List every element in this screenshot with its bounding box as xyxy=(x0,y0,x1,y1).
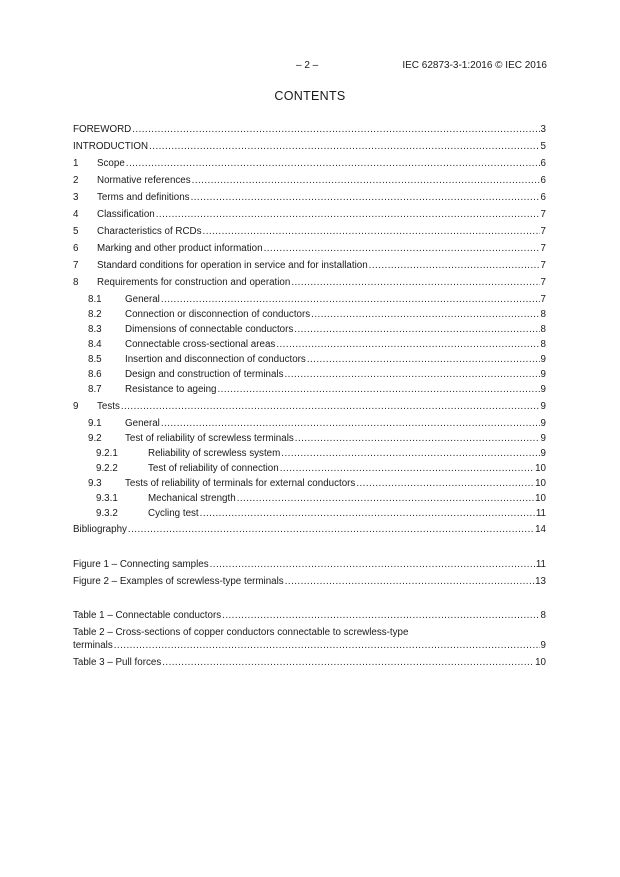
toc-entry-number: 8.5 xyxy=(88,354,102,365)
toc-entry-page: 10 xyxy=(535,478,546,489)
dot-leader xyxy=(200,507,535,520)
standard-reference: IEC 62873-3-1:2016 © IEC 2016 xyxy=(402,60,547,71)
toc-entry-title: Connectable cross-sectional areas xyxy=(125,339,276,350)
toc-entry[interactable] xyxy=(73,477,546,490)
toc-entry-page: 7 xyxy=(540,209,546,220)
dot-leader xyxy=(237,492,534,505)
dot-leader xyxy=(369,259,540,272)
table-entry[interactable] xyxy=(73,639,546,652)
dot-leader xyxy=(149,140,539,153)
toc-entry-number: 4 xyxy=(73,209,79,220)
toc-entry-page: 9 xyxy=(540,448,546,459)
toc-entry-number: 9.2.1 xyxy=(96,448,118,459)
dot-leader xyxy=(121,400,540,413)
toc-entry[interactable] xyxy=(73,462,546,475)
toc-entry-page: 11 xyxy=(535,508,546,519)
toc-entry-page: 3 xyxy=(540,124,546,135)
toc-entry-number: 8.1 xyxy=(88,294,102,305)
toc-entry[interactable] xyxy=(73,259,546,272)
toc-entry-page: 9 xyxy=(540,369,546,380)
toc-entry-title: Connection or disconnection of conductors xyxy=(125,309,311,320)
toc-entry-title: INTRODUCTION xyxy=(73,141,149,152)
dot-leader xyxy=(161,293,540,306)
toc-entry[interactable] xyxy=(73,353,546,366)
toc-entry-number: 9.3.2 xyxy=(96,508,118,519)
toc-entry-number: 8.2 xyxy=(88,309,102,320)
toc-entry[interactable] xyxy=(73,174,546,187)
dot-leader xyxy=(311,308,539,321)
dot-leader xyxy=(132,123,539,136)
toc-entry-page: 9 xyxy=(540,640,546,651)
dot-leader xyxy=(280,462,534,475)
toc-entry-page: 7 xyxy=(540,226,546,237)
toc-entry[interactable] xyxy=(73,400,546,413)
contents-title: CONTENTS xyxy=(274,89,346,103)
toc-entry-title: Mechanical strength xyxy=(148,493,236,504)
dot-leader xyxy=(203,225,540,238)
dot-leader xyxy=(222,609,539,622)
toc-entry[interactable] xyxy=(73,308,546,321)
toc-entry-page: 7 xyxy=(540,243,546,254)
toc-entry-number: 9.2 xyxy=(88,433,102,444)
toc-entry[interactable] xyxy=(73,123,546,136)
toc-entry-title: General xyxy=(125,418,160,429)
dot-leader xyxy=(276,338,539,351)
toc-entry[interactable] xyxy=(73,191,546,204)
toc-entry[interactable] xyxy=(73,368,546,381)
toc-entry-title: Table 3 – Pull forces xyxy=(73,657,162,668)
dot-leader xyxy=(284,368,539,381)
toc-entry[interactable] xyxy=(73,276,546,289)
toc-entry-page: 8 xyxy=(540,610,546,621)
dot-leader xyxy=(295,432,540,445)
toc-entry[interactable] xyxy=(73,338,546,351)
toc-entry-number: 8.6 xyxy=(88,369,102,380)
toc-entry-page: 8 xyxy=(540,339,546,350)
toc-entry-number: 8.4 xyxy=(88,339,102,350)
toc-entry[interactable] xyxy=(73,208,546,221)
toc-entry-page: 13 xyxy=(535,576,546,587)
toc-entry-number: 1 xyxy=(73,158,79,169)
toc-entry-title: Tests of reliability of terminals for external conductors xyxy=(125,478,356,489)
toc-entry-title: Normative references xyxy=(97,175,191,186)
toc-entry-page: 10 xyxy=(535,493,546,504)
table-entry-title-line1: Table 2 – Cross-sections of copper conductors connectable to screwless-type xyxy=(73,627,409,638)
dot-leader xyxy=(128,523,534,536)
toc-entry[interactable] xyxy=(73,293,546,306)
toc-entry-page: 7 xyxy=(540,294,546,305)
toc-entry-page: 5 xyxy=(540,141,546,152)
toc-entry-title: Characteristics of RCDs xyxy=(97,226,202,237)
toc-entry[interactable] xyxy=(73,242,546,255)
toc-entry-title: Insertion and disconnection of conductors xyxy=(125,354,306,365)
toc-entry[interactable] xyxy=(73,432,546,445)
toc-entry-title: Reliability of screwless system xyxy=(148,448,281,459)
dot-leader xyxy=(281,447,539,460)
toc-entry-page: 6 xyxy=(540,192,546,203)
dot-leader xyxy=(161,417,540,430)
dot-leader xyxy=(294,323,539,336)
toc-entry-page: 9 xyxy=(540,418,546,429)
dot-leader xyxy=(307,353,540,366)
toc-entry-page: 11 xyxy=(535,559,546,570)
toc-entry-page: 7 xyxy=(540,277,546,288)
dot-leader xyxy=(191,191,540,204)
toc-entry-title: FOREWORD xyxy=(73,124,132,135)
toc-entry-page: 9 xyxy=(540,384,546,395)
toc-entry-page: 8 xyxy=(540,324,546,335)
toc-entry-page: 14 xyxy=(535,524,546,535)
toc-entry-number: 8.3 xyxy=(88,324,102,335)
toc-entry-number: 2 xyxy=(73,175,79,186)
figure-entry[interactable] xyxy=(73,575,546,588)
dot-leader xyxy=(218,383,540,396)
toc-entry-page: 9 xyxy=(540,354,546,365)
toc-entry-title: General xyxy=(125,294,160,305)
toc-entry-number: 7 xyxy=(73,260,79,271)
toc-entry-page: 10 xyxy=(535,657,546,668)
toc-entry-number: 5 xyxy=(73,226,79,237)
toc-entry[interactable] xyxy=(73,447,546,460)
toc-entry-title: Dimensions of connectable conductors xyxy=(125,324,294,335)
toc-entry-title: Scope xyxy=(97,158,125,169)
toc-entry-number: 9.1 xyxy=(88,418,102,429)
toc-entry-page: 6 xyxy=(540,158,546,169)
toc-entry-page: 9 xyxy=(540,401,546,412)
dot-leader xyxy=(285,575,534,588)
toc-entry[interactable] xyxy=(73,323,546,336)
toc-entry[interactable] xyxy=(73,417,546,430)
toc-entry-title: Resistance to ageing xyxy=(125,384,217,395)
toc-entry[interactable] xyxy=(73,507,546,520)
toc-entry-page: 8 xyxy=(540,309,546,320)
toc-entry-title: Test of reliability of connection xyxy=(148,463,279,474)
toc-entry-number: 6 xyxy=(73,243,79,254)
dot-leader xyxy=(126,157,540,170)
toc-entry-title: Tests xyxy=(97,401,120,412)
toc-entry-title: Design and construction of terminals xyxy=(125,369,284,380)
dot-leader xyxy=(264,242,540,255)
toc-entry-title: terminals xyxy=(73,640,113,651)
toc-entry-number: 3 xyxy=(73,192,79,203)
toc-entry-title: Marking and other product information xyxy=(97,243,263,254)
toc-entry-number: 8.7 xyxy=(88,384,102,395)
toc-entry[interactable] xyxy=(73,383,546,396)
toc-entry-title: Cycling test xyxy=(148,508,199,519)
toc-entry-title: Terms and definitions xyxy=(97,192,190,203)
toc-entry[interactable] xyxy=(73,523,546,536)
toc-entry-title: Bibliography xyxy=(73,524,127,535)
toc-entry[interactable] xyxy=(73,225,546,238)
toc-entry-page: 9 xyxy=(540,433,546,444)
page-number: – 2 – xyxy=(296,60,319,71)
dot-leader xyxy=(156,208,540,221)
dot-leader xyxy=(210,558,535,571)
toc-entry-title: Test of reliability of screwless terminals xyxy=(125,433,294,444)
toc-entry-number: 8 xyxy=(73,277,79,288)
figure-entry[interactable] xyxy=(73,558,546,571)
toc-entry-number: 9.3 xyxy=(88,478,102,489)
dot-leader xyxy=(114,639,540,652)
toc-entry-title: Figure 1 – Connecting samples xyxy=(73,559,209,570)
dot-leader xyxy=(192,174,540,187)
toc-entry-number: 9 xyxy=(73,401,79,412)
dot-leader xyxy=(162,656,534,669)
dot-leader xyxy=(356,477,534,490)
toc-entry-title: Figure 2 – Examples of screwless-type terminals xyxy=(73,576,284,587)
toc-entry-title: Table 1 – Connectable conductors xyxy=(73,610,222,621)
table-entry[interactable] xyxy=(73,609,546,622)
dot-leader xyxy=(291,276,539,289)
toc-entry-title: Requirements for construction and operation xyxy=(97,277,291,288)
toc-entry-page: 7 xyxy=(540,260,546,271)
toc-entry[interactable] xyxy=(73,157,546,170)
page-header xyxy=(0,60,620,74)
toc-entry-title: Classification xyxy=(97,209,155,220)
toc-entry[interactable] xyxy=(73,492,546,505)
toc-entry[interactable] xyxy=(73,140,546,153)
toc-entry-page: 10 xyxy=(535,463,546,474)
toc-entry-page: 6 xyxy=(540,175,546,186)
toc-entry-number: 9.2.2 xyxy=(96,463,118,474)
table-entry[interactable] xyxy=(73,656,546,669)
toc-entry-number: 9.3.1 xyxy=(96,493,118,504)
toc-entry-title: Standard conditions for operation in service and for installation xyxy=(97,260,368,271)
